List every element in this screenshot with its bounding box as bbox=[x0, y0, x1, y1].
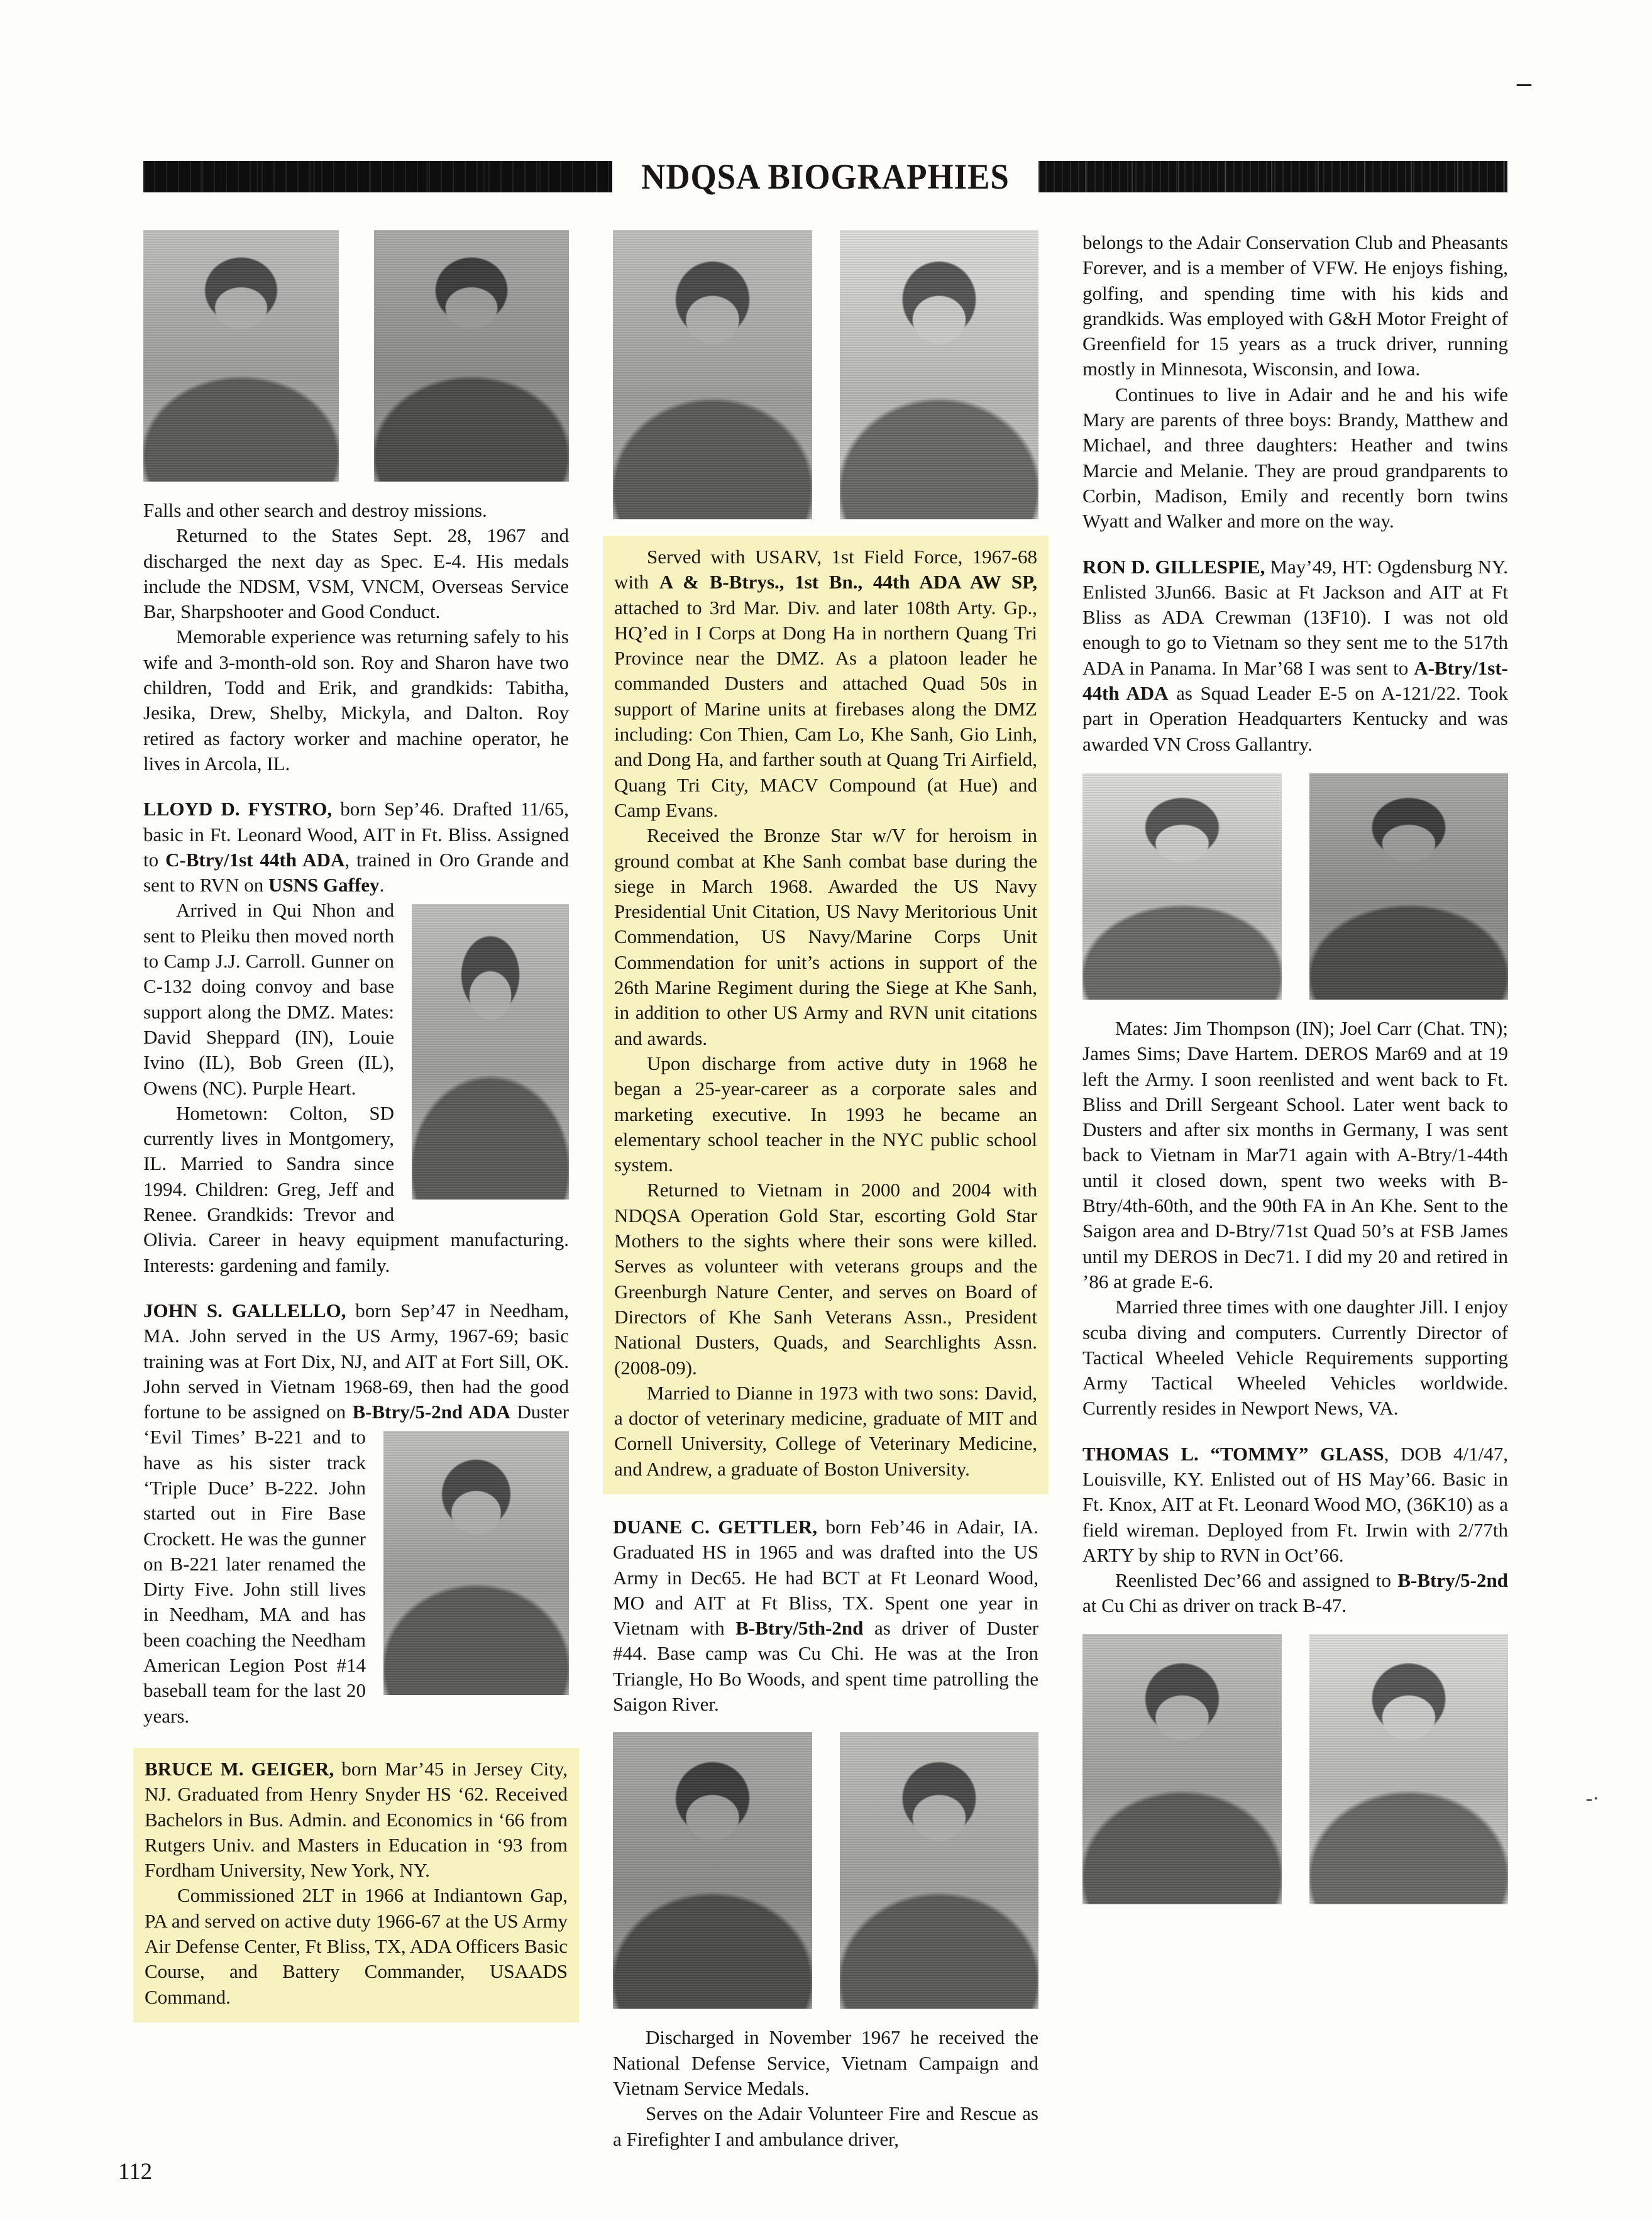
photo-gallello-seated bbox=[383, 1431, 569, 1695]
para-gettler-cont-1 bbox=[1082, 230, 1508, 382]
para-gillespie-1 bbox=[1082, 554, 1508, 757]
text-run: Received the Bronze Star w/V for heroism in ground combat at Khe Sanh combat base during the siege in March 1968. Awarded the US Navy Presidential Unit Citation, US Navy Meritorious Unit Commendation, US Navy/Marine Corps Unit Commendation for unit’s actions in support of the 26th Marine Regiment during the Siege at Khe Sanh, in addition to other US Army and RVN unit citations and awards. bbox=[614, 824, 1037, 1049]
photo-row-col2-top bbox=[613, 230, 1038, 519]
text-run: May’49, HT: Ogdensburg NY. Enlisted 3Jun66. Basic at Ft Jackson and AIT at Ft Bliss as ADA Crewman (13F10). I was not old enough to go to Vietnam so they sent me to the 517th ADA in Panama. In Mar’68 I was sent to bbox=[1082, 555, 1508, 679]
text-run: belongs to the Adair Conservation Club and Pheasants Forever, and is a member of VFW. He enjoys fishing, golfing, and spending time with his kids and grandkids. Was employed with G&H Motor Freight of Greenfield for 15 years as a truck driver, running mostly in Minnesota, Wisconsin, and Iowa. bbox=[1082, 231, 1508, 380]
text-run: born Mar’45 in Jersey City, NJ. Graduated from Henry Snyder HS ‘62. Received Bachelors in Bus. Admin. and Economics in ‘66 from Rutgers Univ. and Masters in Education in ‘93 from Fordham University, New York, NY. bbox=[145, 1757, 568, 1882]
text-run: LLOYD D. FYSTRO, bbox=[143, 798, 333, 820]
text-run: born Sep’46. Drafted 11/65, basic in Ft. Leonard Wood, AIT in Ft. Bliss. Assigned to bbox=[143, 798, 569, 871]
stray-mark-right-margin: -· bbox=[1585, 1787, 1599, 1809]
text-run: Serves on the Adair Volunteer Fire and Rescue as a Firefighter I and ambulance driver, bbox=[613, 2102, 1038, 2150]
text-run: B-Btry/5th-2nd bbox=[735, 1617, 864, 1640]
text-run: A-Btry/1st-44th ADA bbox=[1082, 656, 1508, 705]
para-highlight-career bbox=[614, 1051, 1037, 1178]
text-run: Served with USARV, 1st Field Force, 1967-68 with bbox=[614, 546, 1037, 593]
photo-gillespie-bearded-man bbox=[1309, 773, 1509, 1000]
photo-smiling-man-portrait bbox=[840, 230, 1039, 519]
text-run: Continues to live in Adair and he and his wife Mary are parents of three boys: Brandy, Matthew and Michael, and three daughters: Heather and twins Marcie and Melanie. They are proud grandparents to Corbin, Madison, Emily and recently born twins Wyatt and Walker and more on the way. bbox=[1082, 383, 1508, 532]
para-roy-cont-3 bbox=[143, 624, 569, 776]
para-roy-cont-2 bbox=[143, 523, 569, 624]
page-number: 112 bbox=[118, 2159, 153, 2185]
para-glass-2 bbox=[1082, 1568, 1508, 1619]
photo-soldier-in-field bbox=[143, 230, 339, 482]
text-run: THOMAS L. “TOMMY” GLASS bbox=[1082, 1442, 1384, 1465]
text-run: DUANE C. GETTLER, bbox=[613, 1515, 817, 1538]
text-run: Mates: Jim Thompson (IN); Joel Carr (Chat. TN); James Sims; Dave Hartem. DEROS Mar69 and at 19 left the Army. I soon reenlisted and went back to Ft. Bliss and Drill Sergeant School. Later went back to Dusters and after six months in Germany, I was sent back to Vietnam in Mar71 again with A-Btry/1-44th until it closed down, spent two weeks with B-Btry/4th-60th, and the 90th FA in An Khe. Sent to the Saigon area and D-Btry/71st Quad 50’s at FSB James until my DEROS in Dec71. I did my 20 and retired in ’86 at grade E-6. bbox=[1082, 1017, 1508, 1293]
photo-man-in-dark-shirt bbox=[374, 230, 570, 482]
text-run: RON D. GILLESPIE, bbox=[1082, 555, 1265, 578]
header-bar-right bbox=[1038, 161, 1507, 192]
column-2 bbox=[613, 230, 1038, 2152]
column-1 bbox=[143, 230, 569, 2152]
content-columns bbox=[143, 230, 1507, 2152]
text-run: C-Btry/1st 44th ADA bbox=[165, 848, 345, 871]
text-run: Commissioned 2LT in 1966 at Indiantown Gap, PA and served on active duty 1966-67 at the US Army Air Defense Center, Ft Bliss, TX, ADA Officers Basic Course, and Battery Commander, USAADS Command. bbox=[145, 1884, 568, 2008]
text-run: Discharged in November 1967 he received the National Defense Service, Vietnam Campaign and Vietnam Service Medals. bbox=[613, 2026, 1038, 2099]
para-gillespie-2 bbox=[1082, 1016, 1508, 1294]
para-fystro-2 bbox=[143, 898, 569, 1100]
para-gettler-3 bbox=[613, 2101, 1038, 2152]
para-fystro-1 bbox=[143, 797, 569, 898]
text-run: B-Btry/5-2nd bbox=[1397, 1569, 1508, 1592]
para-geiger-2 bbox=[145, 1883, 568, 2009]
photo-row-roy bbox=[143, 230, 569, 482]
para-glass-1 bbox=[1082, 1442, 1508, 1568]
text-run: , trained in Oro Grande and sent to RVN on bbox=[143, 848, 569, 897]
photo-glass-older-man bbox=[1309, 1634, 1509, 1904]
para-gallello-1 bbox=[143, 1298, 569, 1729]
text-run: Married to Dianne in 1973 with two sons: David, a doctor of veterinary medicine, graduate of MIT and Cornell University, College of Veterinary Medicine, and Andrew, a graduate of Boston University. bbox=[614, 1381, 1037, 1480]
column-3 bbox=[1082, 230, 1508, 2152]
text-run: attached to 3rd Mar. Div. and later 108th Arty. Gp., HQ’ed in I Corps at Dong Ha in northern Quang Tri Province near the DMZ. As a platoon leader he commanded Dusters and attached Quad 50s in support of Marine units at firebases along the DMZ including: Con Thien, Cam Lo, Khe Sanh, Gio Linh, and Dong Ha, and farther south at Quang Tri Airfield, Quang Tri City, MACV Compound (at Hue) and Camp Evans. bbox=[614, 596, 1037, 821]
stray-mark-top-right: – bbox=[1517, 66, 1531, 98]
text-run: Duster ‘Evil Times’ B-221 and to have as his sister track ‘Triple Duce’ B-222. John started out in Fire Base Crockett. He was the gunner on B-221 later renamed the Dirty Five. John still lives in Needham, MA and has been coaching the Needham American Legion Post #14 baseball team for the last 20 years. bbox=[143, 1401, 569, 1727]
text-run: Memorable experience was returning safely to his wife and 3-month-old son. Roy and Sharon have two children, Todd and Erik, and grandkids: Tabitha, Jesika, Drew, Shelby, Mickyla, and Dalton. Roy retired as factory worker and machine operator, he lives in Arcola, IL. bbox=[143, 626, 569, 775]
text-run: Falls and other search and destroy missions. bbox=[143, 499, 487, 521]
para-highlight-bronze-star bbox=[614, 823, 1037, 1051]
text-run: as driver of Duster #44. Base camp was Cu Chi. He was at the Iron Triangle, Ho Bo Woods, and spent time patrolling the Saigon River. bbox=[613, 1617, 1039, 1716]
photo-gillespie-young-soldier bbox=[1082, 773, 1282, 1000]
para-gettler-cont-2 bbox=[1082, 382, 1508, 534]
photo-glass-young-man bbox=[1082, 1634, 1282, 1904]
text-run: as Squad Leader E-5 on A-121/22. Took part in Operation Headquarters Kentucky and was awarded VN Cross Gallantry. bbox=[1082, 682, 1509, 755]
page-title: NDQSA BIOGRAPHIES bbox=[641, 157, 1010, 197]
para-gillespie-3 bbox=[1082, 1294, 1508, 1421]
photo-row-gettler bbox=[613, 1732, 1038, 2009]
text-run: BRUCE M. GEIGER, bbox=[145, 1757, 334, 1780]
para-highlight-service bbox=[614, 544, 1037, 823]
text-run: Hometown: Colton, SD currently lives in Montgomery, IL. Married to Sandra since 1994. Children: Greg, Jeff and Renee. Grandkids: Trevor and Olivia. Career in heavy equipment manufacturing. Interests: gardening and family. bbox=[143, 1101, 569, 1276]
text-run: . bbox=[379, 874, 385, 897]
text-run: at Cu Chi as driver on track B-47. bbox=[1082, 1594, 1347, 1617]
text-run: A & B-Btrys., 1st Bn., 44th ADA AW SP, bbox=[659, 571, 1037, 593]
photo-row-glass bbox=[1082, 1634, 1508, 1904]
photo-young-soldier-portrait bbox=[613, 230, 812, 519]
text-run: , DOB 4/1/47, Louisville, KY. Enlisted out of HS May’66. Basic in Ft. Knox, AIT at Ft. Leonard Wood MO, (36K10) as a field wireman. Deployed from Ft. Irwin with 2/77th ARTY by ship to RVN in Oct’66. bbox=[1082, 1442, 1508, 1566]
text-run: B-Btry/5-2nd ADA bbox=[352, 1401, 510, 1423]
text-run: born Sep’47 in Needham, MA. John served in the US Army, 1967-69; basic training was at Fort Dix, NJ, and AIT at Fort Sill, OK. John served in Vietnam 1968-69, then had the good fortune to be assigned on bbox=[143, 1299, 569, 1423]
header-bar-left bbox=[143, 161, 612, 192]
text-run: Upon discharge from active duty in 1968 he began a 25-year-career as a corporate sales and marketing executive. In 1993 he became an elementary school teacher in the NYC public school system. bbox=[614, 1052, 1037, 1176]
page-header bbox=[143, 158, 1507, 195]
text-run: USNS Gaffey bbox=[268, 874, 380, 897]
para-gettler-2 bbox=[613, 2025, 1038, 2101]
text-run: Reenlisted Dec’66 and assigned to bbox=[1115, 1569, 1398, 1592]
highlight-block-column2 bbox=[603, 536, 1049, 1494]
text-run: born Feb’46 in Adair, IA. Graduated HS in 1965 and was drafted into the US Army in Dec65. He had BCT at Ft Leonard Wood, MO and AIT at Ft Bliss, TX. Spent one year in Vietnam with bbox=[613, 1515, 1038, 1640]
photo-fystro-portrait bbox=[412, 904, 569, 1200]
highlight-block-geiger bbox=[133, 1748, 579, 2022]
photo-row-gillespie bbox=[1082, 773, 1508, 1000]
text-run: Married three times with one daughter Jill. I enjoy scuba diving and computers. Currently Director of Tactical Wheeled Vehicle Requirements supporting Army Tactical Wheeled Vehicles worldwide. Currently resides in Newport News, VA. bbox=[1082, 1296, 1508, 1420]
text-run: Returned to the States Sept. 28, 1967 and discharged the next day as Spec. E-4. His medals include the NDSM, VSM, VNCM, Overseas Service Bar, Sharpshooter and Good Conduct. bbox=[143, 524, 569, 623]
text-run: JOHN S. GALLELLO, bbox=[143, 1299, 346, 1321]
para-gettler-1 bbox=[613, 1515, 1038, 1717]
photo-man-in-cap-tshirt bbox=[840, 1732, 1039, 2009]
para-roy-cont-1 bbox=[143, 498, 569, 523]
text-run: Returned to Vietnam in 2000 and 2004 with NDQSA Operation Gold Star, escorting Gold Star Mothers to the sights where their sons were killed. Serves as volunteer with veterans groups and the Greenburgh Nature Center, and serves on Board of Directors of Khe Sanh Veterans Assn., President National Dusters, Quads, and Searchlights Assn. (2008-09). bbox=[614, 1179, 1037, 1379]
para-highlight-gold-star bbox=[614, 1178, 1037, 1380]
para-highlight-family bbox=[614, 1381, 1037, 1482]
photo-soldier-with-rifle bbox=[613, 1732, 812, 2009]
para-geiger-1 bbox=[145, 1757, 568, 1883]
text-run: Arrived in Qui Nhon and sent to Pleiku then moved north to Camp J.J. Carroll. Gunner on C-132 doing convoy and base support along the DMZ. Mates: David Sheppard (IN), Louie Ivino (IL), Bob Green (IL), Owens (NC). Purple Heart. bbox=[143, 899, 394, 1099]
